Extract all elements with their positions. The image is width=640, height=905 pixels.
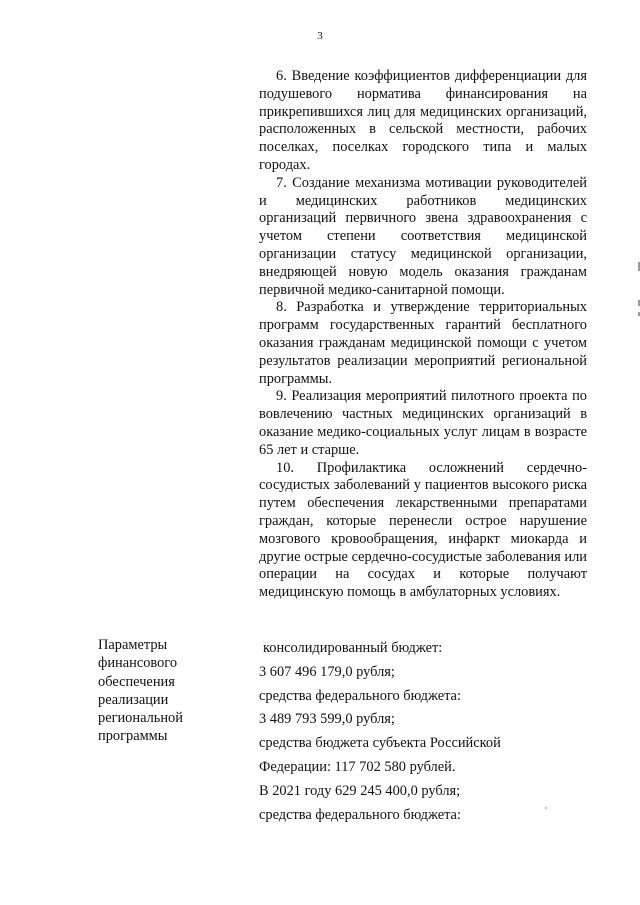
finance-line: средства бюджета субъекта Российской — [259, 735, 501, 752]
measure-item-6: 6. Введение коэффициентов дифференциации для подушевого норматива финансирования на прикрепившихся лиц для медицинских организаций, расположенных в сельской местности, рабочих поселках, поселках городского типа и малых городах. — [259, 68, 587, 173]
finance-line: средства федерального бюджета: — [259, 687, 461, 704]
finance-line: консолидированный бюджет: — [263, 640, 443, 656]
measure-item-7: 7. Создание механизма мотивации руководителей и медицинских работников медицинских организаций первичного звена здравоохранения с учетом степени соответствия медицинской организации статусу медицинской организации, внедряющей новую модель оказания гражданам первичной медико-санитарной помощи. — [259, 174, 587, 298]
finance-line: 3 489 793 599,0 рубля; — [259, 711, 395, 728]
finance-label-line: реализации — [98, 691, 169, 708]
finance-line: средства федерального бюджета: — [259, 806, 461, 823]
page-number: 3 — [317, 30, 323, 42]
measure-item-9: 9. Реализация мероприятий пилотного проекта по вовлечению частных медицинских организаций в оказание медико-социальных услуг лицам в возрасте 65 лет и старше. — [259, 388, 587, 458]
finance-label-line: программы — [98, 728, 168, 745]
finance-details — [259, 637, 599, 827]
measures-list — [259, 68, 587, 602]
scan-dot-mark — [545, 807, 547, 809]
finance-label-line: Параметры — [98, 637, 168, 653]
finance-line: Федерации: 117 702 580 рублей. — [259, 758, 456, 775]
finance-label-line: региональной — [98, 710, 183, 727]
finance-line: В 2021 году 629 245 400,0 рубля; — [259, 782, 461, 799]
measure-item-8: 8. Разработка и утверждение территориальных программ государственных гарантий бесплатного оказания гражданам медицинской помощи с учетом результатов реализации мероприятий региональной программы. — [259, 299, 587, 387]
finance-label-line: финансового — [98, 655, 178, 672]
finance-line: 3 607 496 179,0 рубля; — [259, 663, 395, 680]
finance-label-line: обеспечения — [98, 673, 175, 690]
finance-section-label — [98, 636, 208, 746]
measure-item-10: 10. Профилактика осложнений сердечно-сосудистых заболеваний у пациентов высокого риска путем обеспечения лекарственными препаратами граждан, которые перенесли острое нарушение мозгового кровообращения, инфаркт миокарда и другие острые сердечно-сосудистые заболевания или операции на сосудах и которые получают медицинскую помощь в амбулаторных условиях. — [259, 459, 587, 601]
